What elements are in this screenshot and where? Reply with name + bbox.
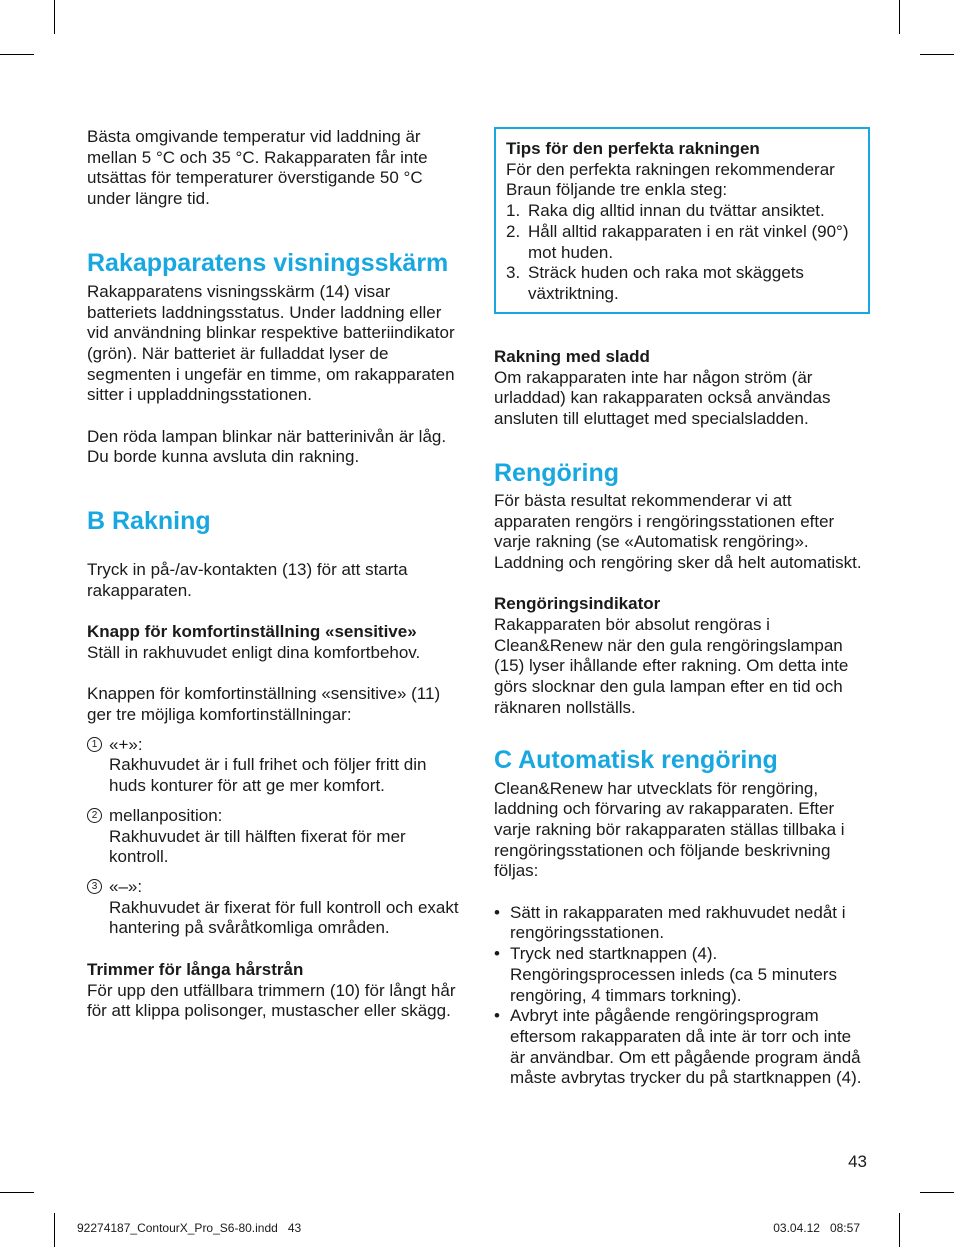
c-automatic-paragraph: Clean&Renew har utvecklats för rengöring, laddning och förvaring av rakapparaten. Efter varje rakning bör rakapparaten ställas tillbaka i rengöringsstationen och följande beskrivning följas: <box>494 778 845 881</box>
bullet-text: Tryck ned startknappen (4). Rengöringsprocessen inleds (ca 5 minuters rengöring, 4 timmars torkning). <box>510 944 837 1005</box>
comfort-title: Knapp för komfortinställning «sensitive» <box>87 622 417 642</box>
cord-paragraph: Om rakapparaten inte har någon ström (är urladdad) kan rakapparaten också användas ansluten till eluttaget med specialsladden. <box>494 367 831 429</box>
comfort-setting-item <box>87 806 459 868</box>
b-rakning-paragraph: Tryck in på-/av-kontakten (13) för att starta rakapparaten. <box>87 560 408 600</box>
rengoring-heading: Rengöring <box>494 458 619 487</box>
tips-number: 2. <box>506 221 521 241</box>
bullet-list <box>494 903 868 1089</box>
display-finish-shave: Du borde kunna avsluta din rakning. <box>87 447 360 467</box>
setting-name: «+»: <box>109 734 143 754</box>
bullet-marker: • <box>494 1006 500 1026</box>
tips-number: 1. <box>506 201 521 221</box>
indicator-title: Rengöringsindikator <box>494 594 661 614</box>
c-automatic-heading: C Automatisk rengöring <box>494 745 778 774</box>
tips-title: Tips för den perfekta rakningen <box>506 139 760 158</box>
circled-number: 2 <box>87 808 102 823</box>
trimmer-title: Trimmer för långa hårstrån <box>87 960 304 980</box>
tips-item <box>506 263 858 304</box>
comfort-setting-list <box>87 735 459 939</box>
tips-item <box>506 201 858 222</box>
bullet-item <box>494 1006 868 1089</box>
rengoring-paragraph: För bästa resultat rekommenderar vi att apparaten rengörs i rengöringsstationen efter varje rakning (se «Automatisk rengöring». Laddning och rengöring sker då helt automatiskt. <box>494 490 862 572</box>
bullet-marker: • <box>494 902 500 922</box>
trimmer-paragraph: För upp den utfällbara trimmern (10) för långt hår för att klippa polisonger, mustascher eller skägg. <box>87 980 456 1021</box>
display-low-battery: Den röda lampan blinkar när batterinivån är låg. <box>87 426 447 446</box>
tips-text: Håll alltid rakapparaten i en rät vinkel (90°) mot huden. <box>528 221 849 262</box>
bullet-text: Avbryt inte pågående rengöringsprogram eftersom rakapparaten då inte är torr och inte är användbar. Om ett pågående program ändå måste avbrytas trycker du på startknappen (4). <box>510 1006 862 1088</box>
crop-mark <box>920 54 954 55</box>
setting-name: mellanposition: <box>109 805 223 825</box>
setting-description: Rakhuvudet är fixerat för full kontroll och exakt hantering på svåråtkomliga områden. <box>109 897 459 938</box>
right-column <box>494 347 868 1089</box>
bullet-text: Sätt in rakapparaten med rakhuvudet nedåt i rengöringsstationen. <box>510 902 846 943</box>
tips-text: Raka dig alltid innan du tvättar ansiktet. <box>528 201 825 221</box>
bullet-marker: • <box>494 944 500 964</box>
display-paragraph: Rakapparatens visningsskärm (14) visar batteriets laddningsstatus. Under laddning eller vid användning blinkar respektive batteriindikator (grön). När batteriet är fulladdat lyser de segmenten i ungefär en timme, om rakapparaten sitter i uppladdningsstationen. <box>87 281 455 405</box>
circled-number: 1 <box>87 737 102 752</box>
crop-mark <box>0 1192 34 1193</box>
cord-title: Rakning med sladd <box>494 347 650 366</box>
page-number: 43 <box>848 1152 867 1171</box>
tips-intro: För den perfekta rakningen rekommenderar Braun följande tre enkla steg: <box>506 159 835 200</box>
footer-date: 03.04.12 08:57 <box>773 1221 860 1235</box>
b-rakning-heading: B Rakning <box>87 507 211 536</box>
setting-description: Rakhuvudet är till hälften fixerat för mer kontroll. <box>109 826 406 867</box>
crop-mark <box>899 1213 900 1247</box>
crop-mark <box>54 0 55 34</box>
setting-name: «–»: <box>109 876 143 896</box>
comfort-setting-item <box>87 735 459 797</box>
setting-description: Rakhuvudet är i full frihet och följer fritt din huds konturer för att ge mer komfort. <box>109 755 427 796</box>
left-column <box>87 127 459 1022</box>
intro-paragraph: Bästa omgivande temperatur vid laddning är mellan 5 °C och 35 °C. Rakapparaten får inte utsättas för temperaturer överstigande 50 °C under längre tid. <box>87 127 428 209</box>
crop-mark <box>899 0 900 34</box>
crop-mark <box>54 1213 55 1247</box>
footer-file: 92274187_ContourX_Pro_S6-80.indd 43 <box>77 1221 302 1235</box>
comfort-paragraph-2: Knappen för komfortinställning «sensitive» (11) ger tre möjliga komfortinställningar: <box>87 684 441 725</box>
indicator-paragraph: Rakapparaten bör absolut rengöras i Clean&Renew när den gula rengöringslampan (15) lyser ihållande efter rakning. Om detta inte görs slocknar den gula lampan efter en tid och räknaren nollställs. <box>494 615 849 717</box>
comfort-setting-item <box>87 877 459 939</box>
display-heading: Rakapparatens visningsskärm <box>87 248 449 277</box>
tips-item <box>506 222 858 263</box>
bullet-item <box>494 903 868 944</box>
crop-mark <box>920 1192 954 1193</box>
tips-number: 3. <box>506 263 521 283</box>
tips-text: Sträck huden och raka mot skäggets växtriktning. <box>528 263 804 303</box>
comfort-paragraph-1: Ställ in rakhuvudet enligt dina komfortbehov. <box>87 642 421 662</box>
circled-number: 3 <box>87 879 102 894</box>
crop-mark <box>0 54 34 55</box>
tips-box <box>494 127 870 314</box>
bullet-item <box>494 944 868 1006</box>
